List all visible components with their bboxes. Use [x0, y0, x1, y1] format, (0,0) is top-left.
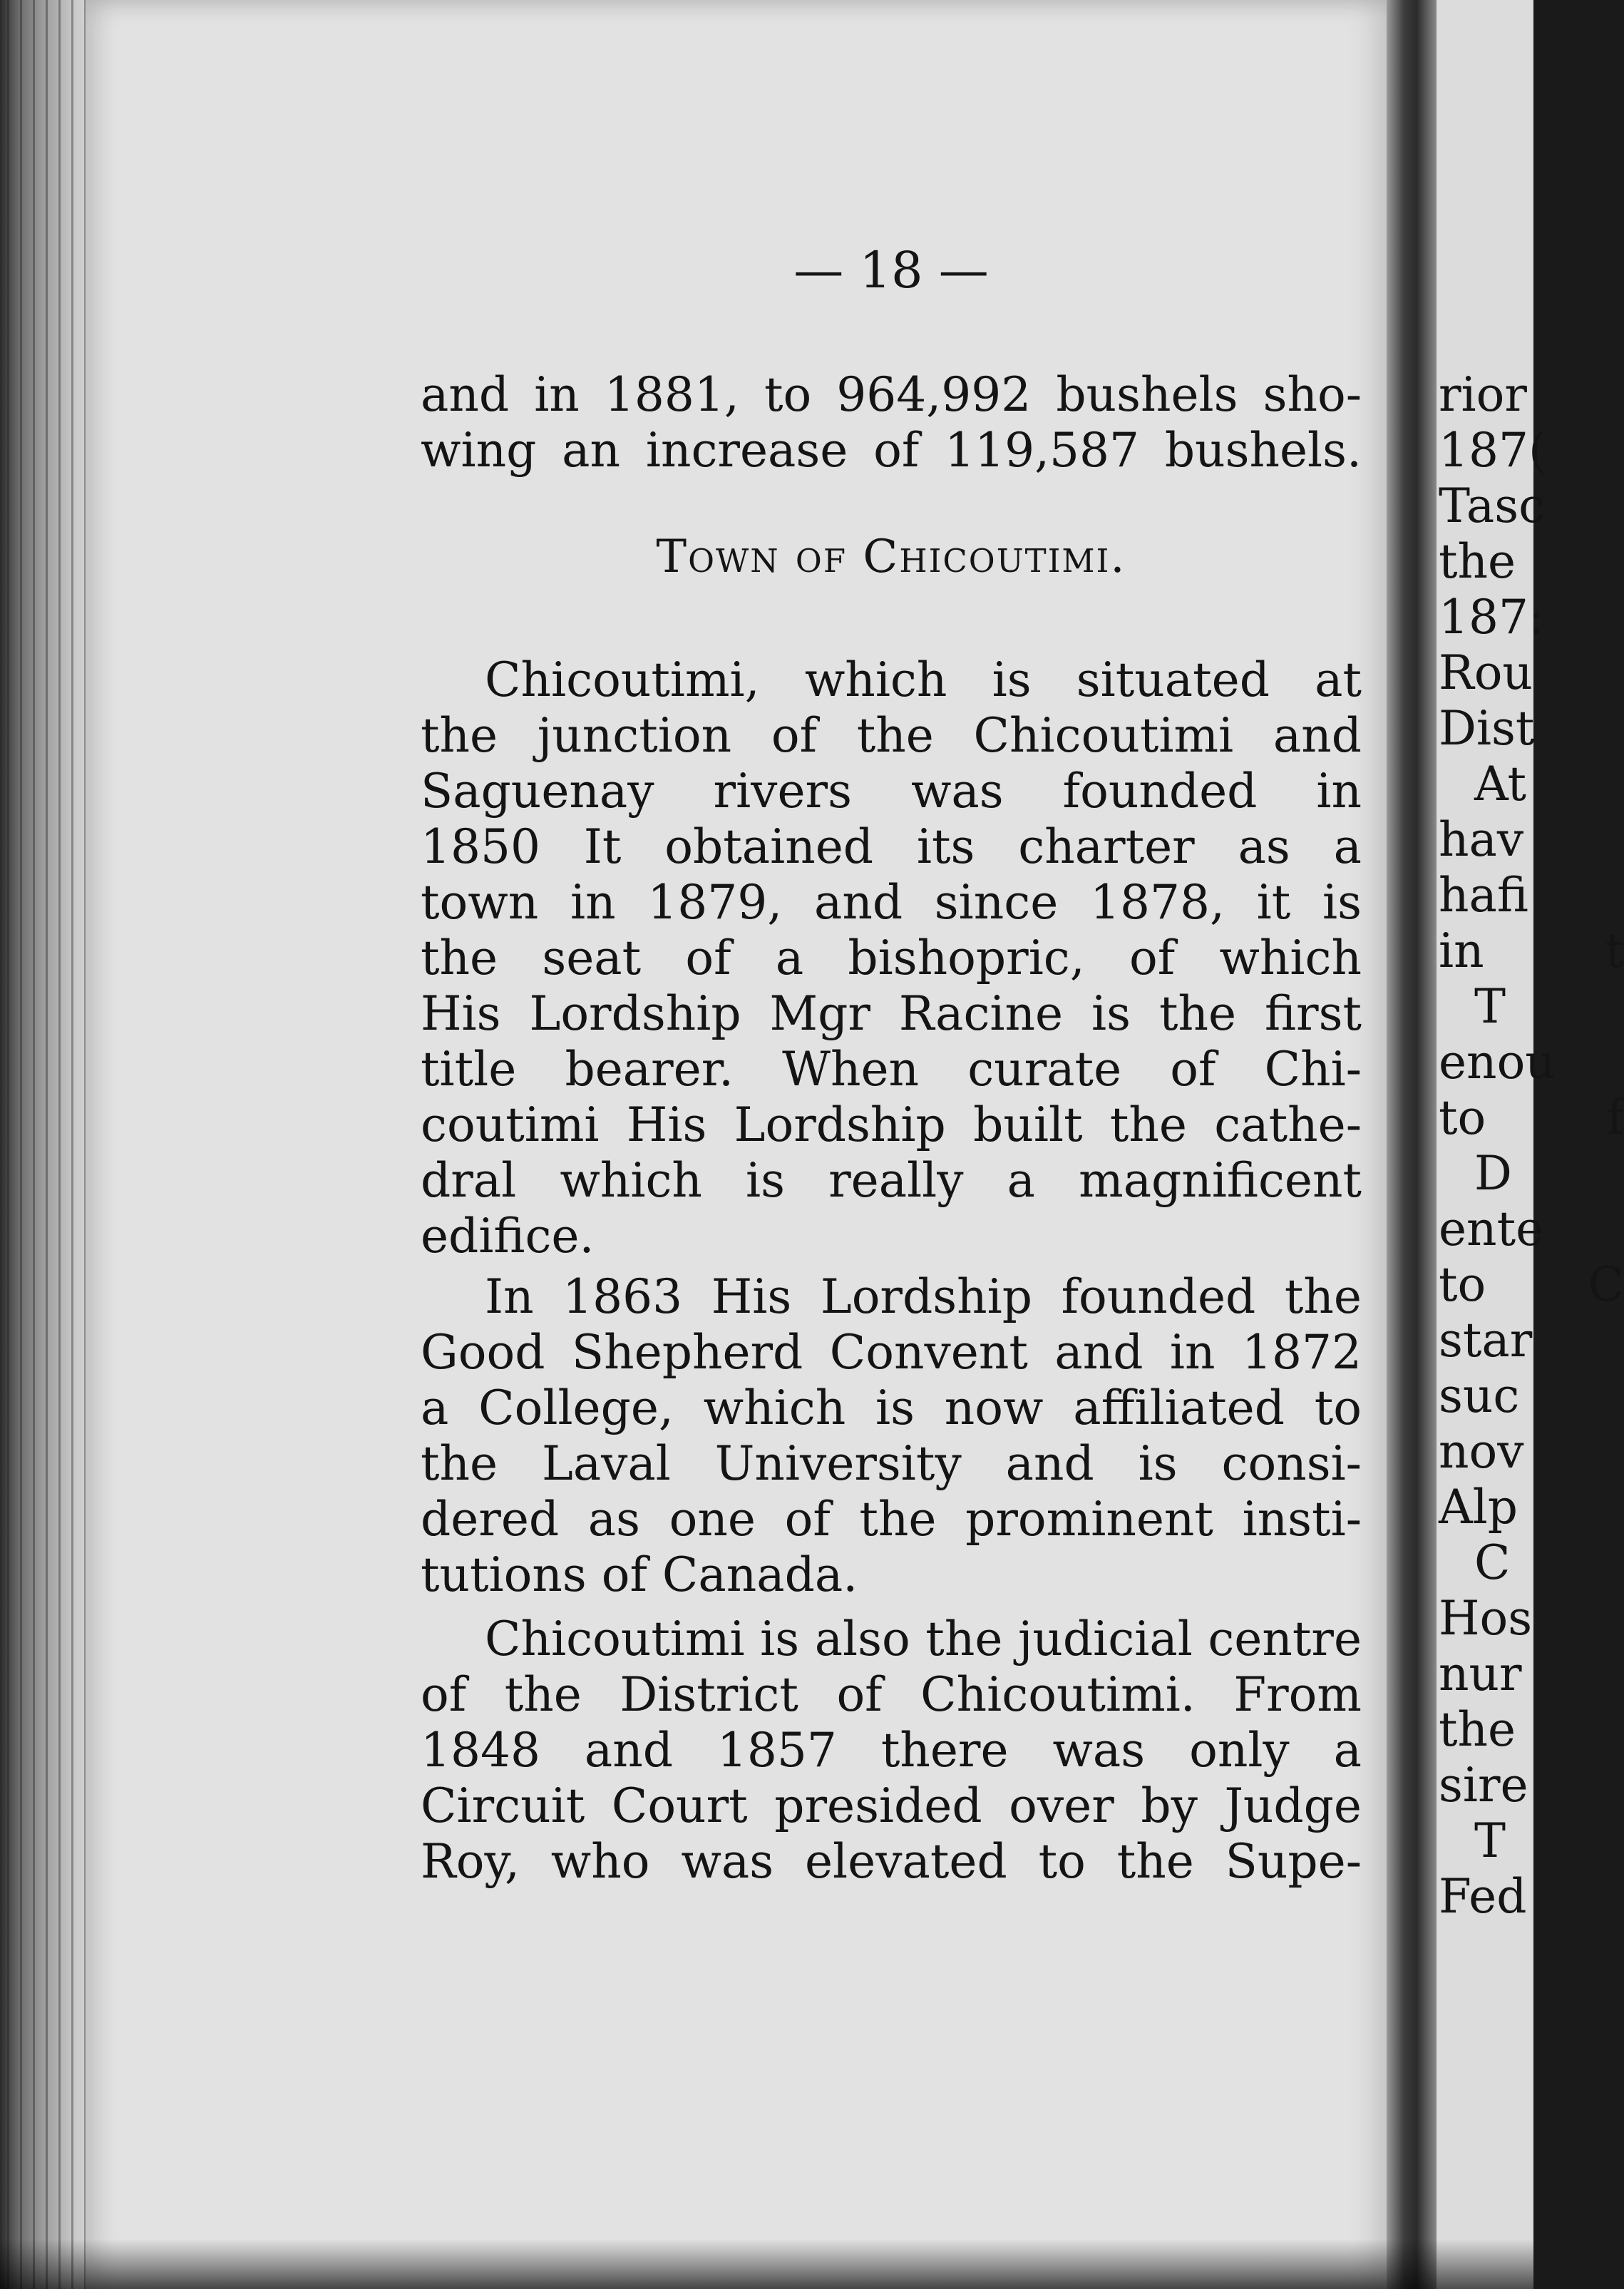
facing-fragment: to f: [1439, 1090, 1624, 1145]
facing-page-clip: [1437, 0, 1624, 2289]
facing-fragment: enou: [1439, 1035, 1556, 1090]
text-line: title bearer. When curate of Chi-: [421, 1042, 1362, 1097]
facing-fragment: nur: [1439, 1647, 1522, 1701]
text-line: the seat of a bishopric, of which: [421, 931, 1362, 985]
text-line: town in 1879, and since 1878, it is: [421, 875, 1362, 930]
opening-lines: [421, 367, 1362, 478]
bottom-shadow: [0, 2239, 1533, 2289]
facing-fragment: At: [1474, 757, 1527, 811]
text-line: His Lordship Mgr Racine is the first: [421, 986, 1362, 1041]
text-line: In 1863 His Lordship founded the: [485, 1269, 1362, 1324]
section-heading: Town of Chicoutimi.: [656, 531, 1126, 583]
text-line: tutions of Canada.: [421, 1547, 858, 1602]
text-line: Good Shepherd Convent and in 1872: [421, 1325, 1362, 1380]
text-line: dered as one of the prominent insti-: [421, 1492, 1362, 1547]
facing-fragment: hav: [1439, 812, 1524, 867]
text-line: Chicoutimi is also the judicial centre: [485, 1612, 1362, 1666]
facing-fragment: to C: [1439, 1257, 1624, 1312]
facing-fragment: rior: [1439, 367, 1527, 422]
text-line: of the District of Chicoutimi. From: [421, 1667, 1362, 1722]
facing-fragment: sire: [1439, 1758, 1528, 1813]
facing-fragment: T: [1474, 979, 1506, 1034]
page-edges-texture: [7, 0, 86, 2289]
facing-fragment: the: [1439, 534, 1516, 589]
paragraph-1: [421, 652, 1362, 1264]
facing-fragment: Rou: [1439, 645, 1533, 700]
facing-page-text: [1439, 367, 1624, 1925]
facing-fragment: star: [1439, 1313, 1533, 1368]
facing-fragment: in t: [1439, 923, 1624, 978]
facing-fragment: D: [1474, 1146, 1512, 1201]
facing-fragment: 187(: [1439, 423, 1547, 478]
facing-fragment: 187:: [1439, 590, 1545, 645]
text-line: Circuit Court presided over by Judge: [421, 1778, 1362, 1833]
facing-fragment: Alp: [1439, 1480, 1518, 1535]
facing-fragment: T: [1474, 1813, 1506, 1868]
facing-fragment: suc: [1439, 1368, 1520, 1423]
paragraph-3: [421, 1612, 1362, 1890]
facing-fragment: ente: [1439, 1202, 1544, 1256]
text-line: a College, which is now affiliated to: [421, 1381, 1362, 1435]
book-gutter: [1387, 0, 1437, 2289]
text-line: wing an increase of 119,587 bushels.: [421, 423, 1362, 478]
text-line: Chicoutimi, which is situated at: [485, 652, 1362, 707]
text-line: 1848 and 1857 there was only a: [421, 1723, 1362, 1778]
text-line: edifice.: [421, 1209, 595, 1264]
facing-fragment: nov: [1439, 1424, 1524, 1479]
text-line: the junction of the Chicoutimi and: [421, 708, 1362, 763]
text-line: the Laval University and is consi-: [421, 1436, 1362, 1491]
text-line: 1850 It obtained its charter as a: [421, 819, 1362, 874]
text-line: Saguenay rivers was founded in: [421, 764, 1362, 819]
text-line: and in 1881, to 964,992 bushels sho-: [421, 367, 1362, 422]
facing-fragment: Dist: [1439, 701, 1535, 756]
text-line: coutimi His Lordship built the cathe-: [421, 1097, 1362, 1152]
facing-fragment: Fed: [1439, 1869, 1527, 1924]
text-line: Roy, who was elevated to the Supe-: [421, 1834, 1362, 1889]
page-number: — 18 —: [793, 241, 989, 299]
text-line: dral which is really a magnificent: [421, 1153, 1362, 1208]
facing-fragment: C: [1474, 1535, 1511, 1590]
facing-fragment: the: [1439, 1702, 1516, 1757]
paragraph-2: [421, 1269, 1362, 1603]
facing-fragment: Tasc: [1439, 478, 1546, 533]
facing-fragment: hafi: [1439, 868, 1528, 923]
facing-fragment: Hos: [1439, 1591, 1533, 1646]
